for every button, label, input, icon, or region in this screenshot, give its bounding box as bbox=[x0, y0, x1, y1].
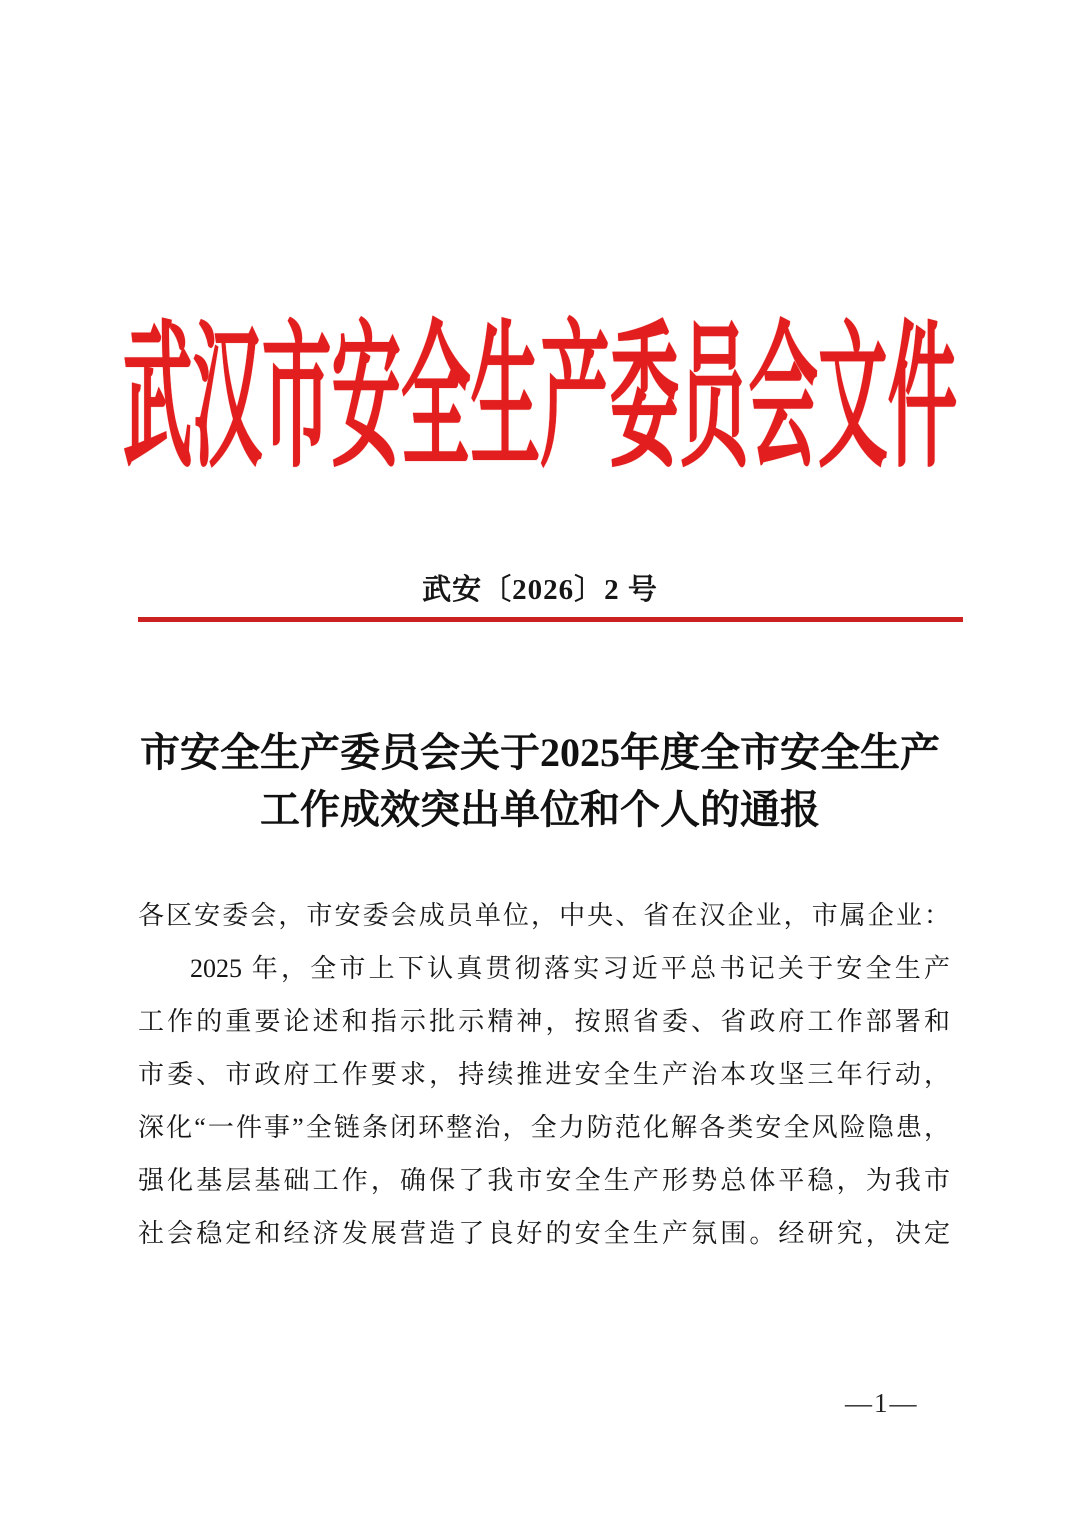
red-divider-line bbox=[138, 617, 963, 622]
body-line: 社会稳定和经济发展营造了良好的安全生产氛围。经研究，决定 bbox=[138, 1219, 950, 1248]
document-number: 武安〔2026〕2 号 bbox=[422, 574, 658, 606]
document-body bbox=[138, 889, 950, 1260]
body-line: 深化“一件事”全链条闭环整治，全力防范化解各类安全风险隐患， bbox=[138, 1113, 950, 1142]
document-title-line-1: 市安全生产委员会关于2025年度全市安全生产 bbox=[140, 730, 940, 775]
page-number: —1— bbox=[845, 1388, 919, 1418]
body-line: 工作的重要论述和指示批示精神，按照省委、省政府工作部署和 bbox=[138, 1007, 950, 1036]
body-line: 市委、市政府工作要求，持续推进安全生产治本攻坚三年行动， bbox=[138, 1060, 950, 1089]
document-title bbox=[0, 724, 1080, 838]
body-line: 2025 年，全市上下认真贯彻落实习近平总书记关于安全生产 bbox=[190, 954, 950, 983]
body-line-salutation: 各区安委会，市安委会成员单位，中央、省在汉企业，市属企业： bbox=[138, 901, 950, 930]
document-title-line-2: 工作成效突出单位和个人的通报 bbox=[260, 787, 820, 832]
body-line: 强化基层基础工作，确保了我市安全生产形势总体平稳，为我市 bbox=[138, 1166, 950, 1195]
agency-header-title: 武汉市安全生产委员会文件 bbox=[122, 312, 958, 487]
